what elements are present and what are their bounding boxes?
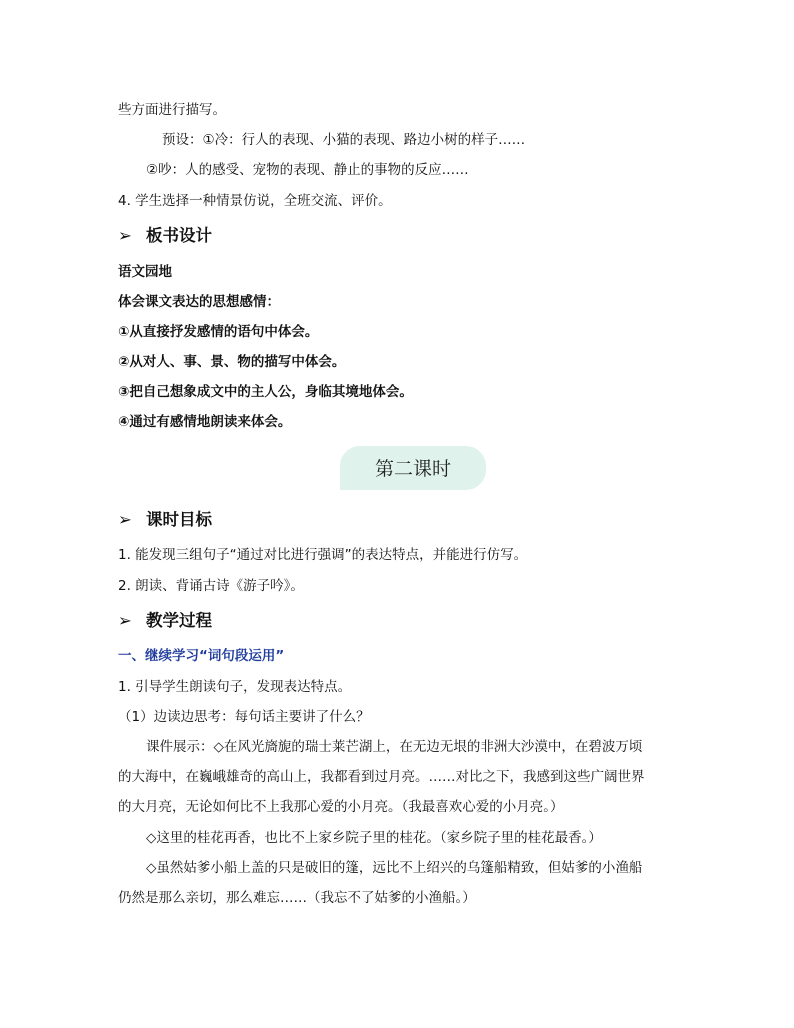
text-line: 预设：①冷：行人的表现、小猫的表现、路边小树的样子…… bbox=[162, 132, 526, 148]
process-line: 1. 引导学生朗读句子，发现表达特点。 bbox=[118, 679, 352, 695]
process-line: 的大月亮，无论如何比不上我那心爱的小月亮。（我最喜欢心爱的小月亮。） bbox=[118, 799, 564, 815]
goal-line: 1. 能发现三组句子“通过对比进行强调”的表达特点，并能进行仿写。 bbox=[118, 547, 528, 563]
process-line: ◇虽然姑爹小船上盖的只是破旧的篷，远比不上绍兴的乌篷船精致，但姑爹的小渔船 bbox=[146, 860, 643, 876]
text-line: ②吵：人的感受、宠物的表现、静止的事物的反应…… bbox=[146, 162, 469, 178]
subsection-title: 一、继续学习“词句段运用” bbox=[118, 648, 285, 664]
board-line: ③把自己想象成文中的主人公，身临其境地体会。 bbox=[118, 384, 413, 400]
section-title: 课时目标 bbox=[146, 510, 212, 529]
process-line: ◇这里的桂花再香，也比不上家乡院子里的桂花。（家乡院子里的桂花最香。） bbox=[146, 830, 602, 846]
arrow-icon: ➢ bbox=[118, 510, 132, 529]
section-heading bbox=[118, 224, 212, 248]
section-title: 教学过程 bbox=[146, 611, 212, 630]
text-line: 些方面进行描写。 bbox=[118, 102, 226, 118]
lesson-badge bbox=[340, 446, 486, 490]
process-line: 的大海中，在巍峨雄奇的高山上，我都看到过月亮。……对比之下，我感到这些广阔世界 bbox=[118, 769, 645, 785]
arrow-icon: ➢ bbox=[118, 611, 132, 630]
section-title: 板书设计 bbox=[146, 226, 212, 245]
process-line: 课件展示：◇在风光旖旎的瑞士莱芒湖上，在无边无垠的非洲大沙漠中，在碧波万顷 bbox=[146, 739, 643, 755]
lesson-badge-label: 第二课时 bbox=[374, 458, 451, 480]
text-line: 4. 学生选择一种情景仿说，全班交流、评价。 bbox=[118, 193, 392, 209]
section-heading bbox=[118, 508, 212, 532]
process-line: 仍然是那么亲切，那么难忘……（我忘不了姑爹的小渔船。） bbox=[118, 890, 476, 906]
badge-tail bbox=[340, 478, 350, 490]
board-line: ②从对人、事、景、物的描写中体会。 bbox=[118, 354, 346, 370]
process-line: （1）边读边思考：每句话主要讲了什么？ bbox=[118, 709, 370, 725]
section-heading bbox=[118, 609, 212, 633]
arrow-icon: ➢ bbox=[118, 226, 132, 245]
board-line: ④通过有感情地朗读来体会。 bbox=[118, 414, 292, 430]
board-line: ①从直接抒发感情的语句中体会。 bbox=[118, 324, 319, 340]
goal-line: 2. 朗读、背诵古诗《游子吟》。 bbox=[118, 578, 304, 594]
board-line: 语文园地 bbox=[118, 264, 172, 280]
board-line: 体会课文表达的思想感情： bbox=[118, 294, 280, 310]
